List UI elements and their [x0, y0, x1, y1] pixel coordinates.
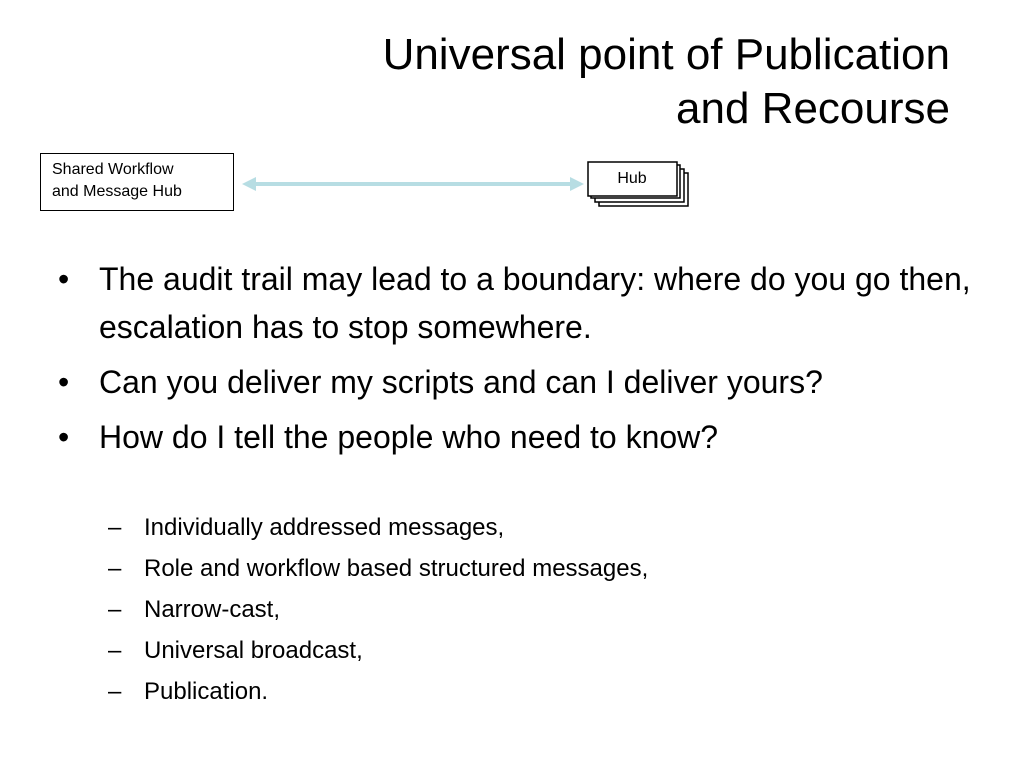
sub-bullet-item [108, 637, 648, 665]
sub-bullet-text: Individually addressed messages, [144, 514, 505, 541]
bullet-marker: • [58, 364, 70, 400]
dash-marker: – [108, 596, 122, 623]
sub-bullet-item [108, 678, 648, 706]
bullet-marker: • [58, 419, 70, 455]
bullet-text: The audit trail may lead to a boundary: where do you go then, escalation has to stop somewhere. [99, 261, 971, 345]
bullet-marker: • [58, 261, 70, 297]
dash-marker: – [108, 514, 122, 541]
dash-marker: – [108, 555, 122, 582]
bullet-item [58, 255, 978, 351]
bullet-text: How do I tell the people who need to know? [99, 419, 719, 455]
bullet-text: Can you deliver my scripts and can I deliver yours? [99, 364, 823, 400]
sub-bullet-text: Publication. [144, 678, 269, 705]
title-line-2: and Recourse [676, 84, 950, 133]
sub-bullet-item [108, 555, 648, 583]
sub-bullet-item [108, 596, 648, 624]
source-box-line-2: and Message Hub [52, 183, 182, 200]
sub-bullet-list [108, 514, 648, 719]
source-box-line-1: Shared Workflow [52, 161, 174, 178]
title-line-1: Universal point of Publication [382, 30, 950, 79]
dash-marker: – [108, 678, 122, 705]
arrow-head-right [570, 177, 584, 191]
hub-label: Hub [617, 170, 647, 187]
sub-bullet-text: Narrow-cast, [144, 596, 281, 623]
sub-bullet-item [108, 514, 648, 542]
shared-workflow-box [40, 153, 234, 211]
bullet-item [58, 358, 978, 406]
arrow-head-left [242, 177, 256, 191]
dash-marker: – [108, 637, 122, 664]
double-arrow-connector [242, 174, 584, 194]
sub-bullet-text: Role and workflow based structured messages, [144, 555, 649, 582]
bullet-list [58, 255, 978, 468]
sub-bullet-text: Universal broadcast, [144, 637, 363, 664]
slide-title [150, 28, 950, 136]
bullet-item [58, 413, 978, 461]
